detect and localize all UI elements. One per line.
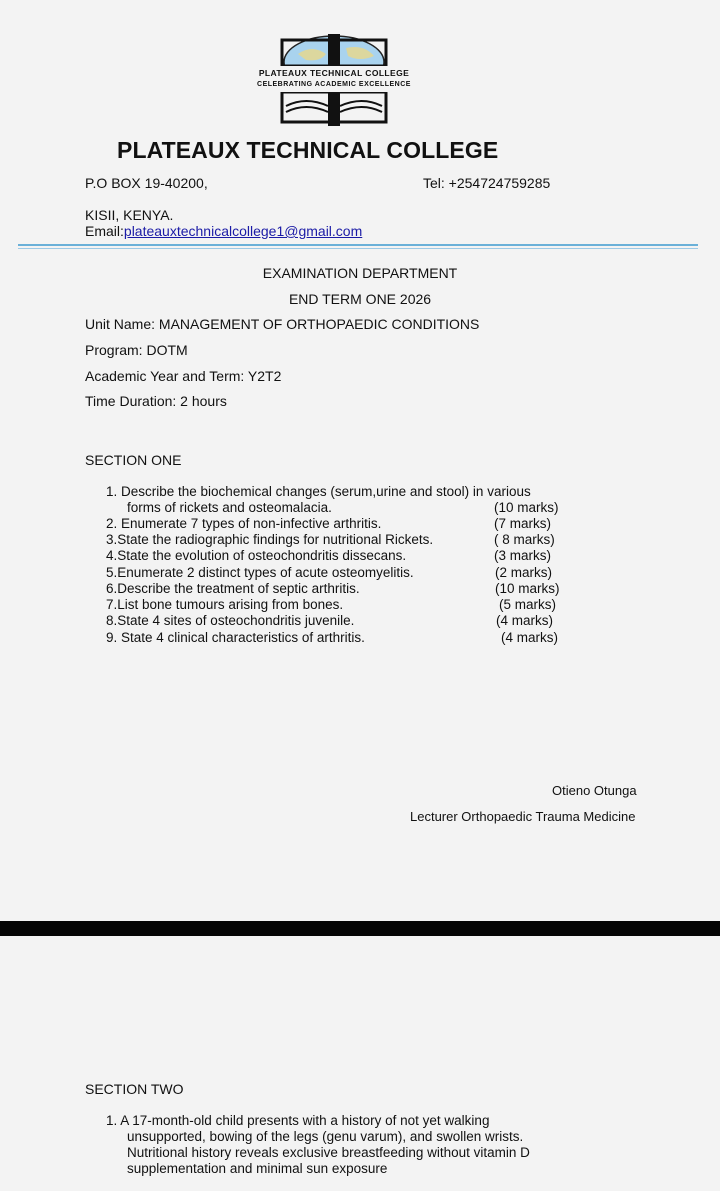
page-separator — [0, 921, 720, 936]
question-4-marks: (3 marks) — [494, 548, 551, 563]
lecturer-name: Otieno Otunga — [552, 783, 637, 798]
section-two-question-1-line1: 1. A 17-month-old child presents with a history of not yet walking — [106, 1113, 490, 1128]
location: KISII, KENYA. — [85, 207, 174, 223]
question-5-marks: (2 marks) — [495, 565, 552, 580]
time-duration: Time Duration: 2 hours — [85, 393, 227, 409]
question-6-marks: (10 marks) — [495, 581, 560, 596]
section-two-question-1-line3: Nutritional history reveals exclusive breastfeeding without vitamin D — [127, 1145, 530, 1160]
section-two-question-1-line2: unsupported, bowing of the legs (genu varum), and swollen wrists. — [127, 1129, 524, 1144]
question-1-line1: 1. Describe the biochemical changes (serum,urine and stool) in various — [106, 484, 531, 499]
po-box: P.O BOX 19-40200, — [85, 175, 208, 191]
question-9-marks: (4 marks) — [501, 630, 558, 645]
question-3-marks: ( 8 marks) — [494, 532, 555, 547]
header-divider-thin — [18, 248, 698, 249]
unit-name: Unit Name: MANAGEMENT OF ORTHOPAEDIC CONDITIONS — [85, 316, 480, 332]
email-label: Email: — [85, 223, 124, 239]
question-8-marks: (4 marks) — [496, 613, 553, 628]
telephone: Tel: +254724759285 — [423, 175, 551, 191]
question-5: 5.Enumerate 2 distinct types of acute osteomyelitis. — [106, 565, 414, 580]
question-3: 3.State the radiographic findings for nutritional Rickets. — [106, 532, 434, 547]
question-7: 7.List bone tumours arising from bones. — [106, 597, 344, 612]
question-2-marks: (7 marks) — [494, 516, 551, 531]
section-one-title: SECTION ONE — [85, 452, 182, 468]
lecturer-role: Lecturer Orthopaedic Trauma Medicine — [410, 809, 636, 824]
question-4: 4.State the evolution of osteochondritis dissecans. — [106, 548, 407, 563]
book-globe-logo-icon — [236, 32, 432, 128]
email-link[interactable]: plateauxtechnicalcollege1@gmail.com — [123, 223, 363, 239]
academic-year: Academic Year and Term: Y2T2 — [85, 368, 282, 384]
program: Program: DOTM — [85, 342, 188, 358]
question-1-marks: (10 marks) — [494, 500, 559, 515]
logo-text-motto: CELEBRATING ACADEMIC EXCELLENCE — [257, 81, 411, 88]
exam-page-2 — [0, 936, 720, 1191]
question-9: 9. State 4 clinical characteristics of arthritis. — [106, 630, 365, 645]
header-divider — [18, 244, 698, 246]
question-6: 6.Describe the treatment of septic arthritis. — [106, 581, 360, 596]
email-line — [85, 223, 362, 239]
question-1-line2: forms of rickets and osteomalacia. — [127, 500, 332, 515]
question-7-marks: (5 marks) — [499, 597, 556, 612]
exam-term-heading: END TERM ONE 2026 — [288, 291, 432, 307]
college-logo — [236, 32, 432, 128]
question-2: 2. Enumerate 7 types of non-infective arthritis. — [106, 516, 382, 531]
college-title: PLATEAUX TECHNICAL COLLEGE — [117, 137, 499, 163]
section-two-title: SECTION TWO — [85, 1081, 184, 1097]
section-two-question-1-line4: supplementation and minimal sun exposure — [127, 1161, 388, 1176]
logo-text-college: PLATEAUX TECHNICAL COLLEGE — [258, 68, 410, 78]
department-heading: EXAMINATION DEPARTMENT — [262, 265, 458, 281]
question-8: 8.State 4 sites of osteochondritis juvenile. — [106, 613, 355, 628]
